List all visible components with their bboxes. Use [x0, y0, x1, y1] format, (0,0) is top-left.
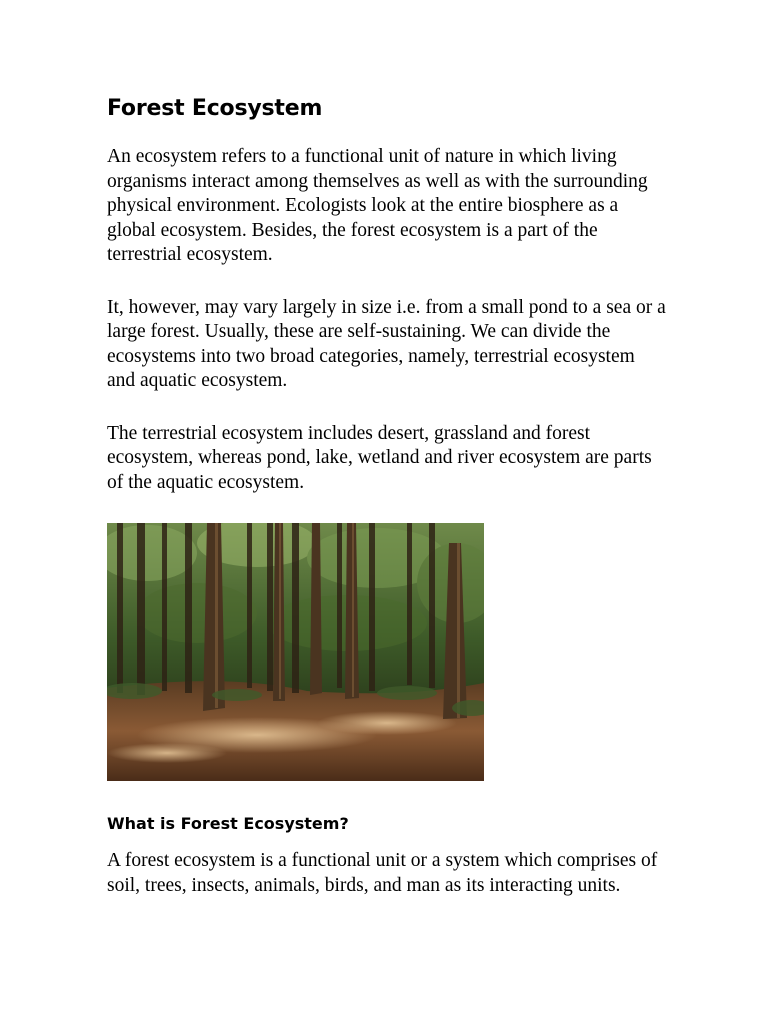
paragraph-2: It, however, may vary largely in size i.e. from a small pond to a sea or a large forest. Usually, these are self-sustaining. We can divide the ecosystems into two broad categories, namely, terrestrial ecosystem and aquatic ecosystem.	[107, 296, 666, 391]
paragraph-3: The terrestrial ecosystem includes desert, grassland and forest ecosystem, whereas pond, lake, wetland and river ecosystem are parts of the aquatic ecosystem.	[107, 422, 652, 493]
section-paragraph: A forest ecosystem is a functional unit or a system which comprises of soil, trees, insects, animals, birds, and man as its interacting units.	[107, 850, 658, 896]
page-title: Forest Ecosystem	[107, 96, 323, 121]
forest-photo-illustration	[107, 523, 484, 781]
section-heading: What is Forest Ecosystem?	[107, 814, 349, 833]
forest-photo	[107, 523, 484, 781]
document-content	[107, 94, 667, 926]
paragraph-1: An ecosystem refers to a functional unit of nature in which living organisms interact among themselves as well as with the surrounding physical environment. Ecologists look at the entire biosphere as a global ecosystem. Besides, the forest ecosystem is a part of the terrestrial ecosystem.	[107, 146, 648, 265]
